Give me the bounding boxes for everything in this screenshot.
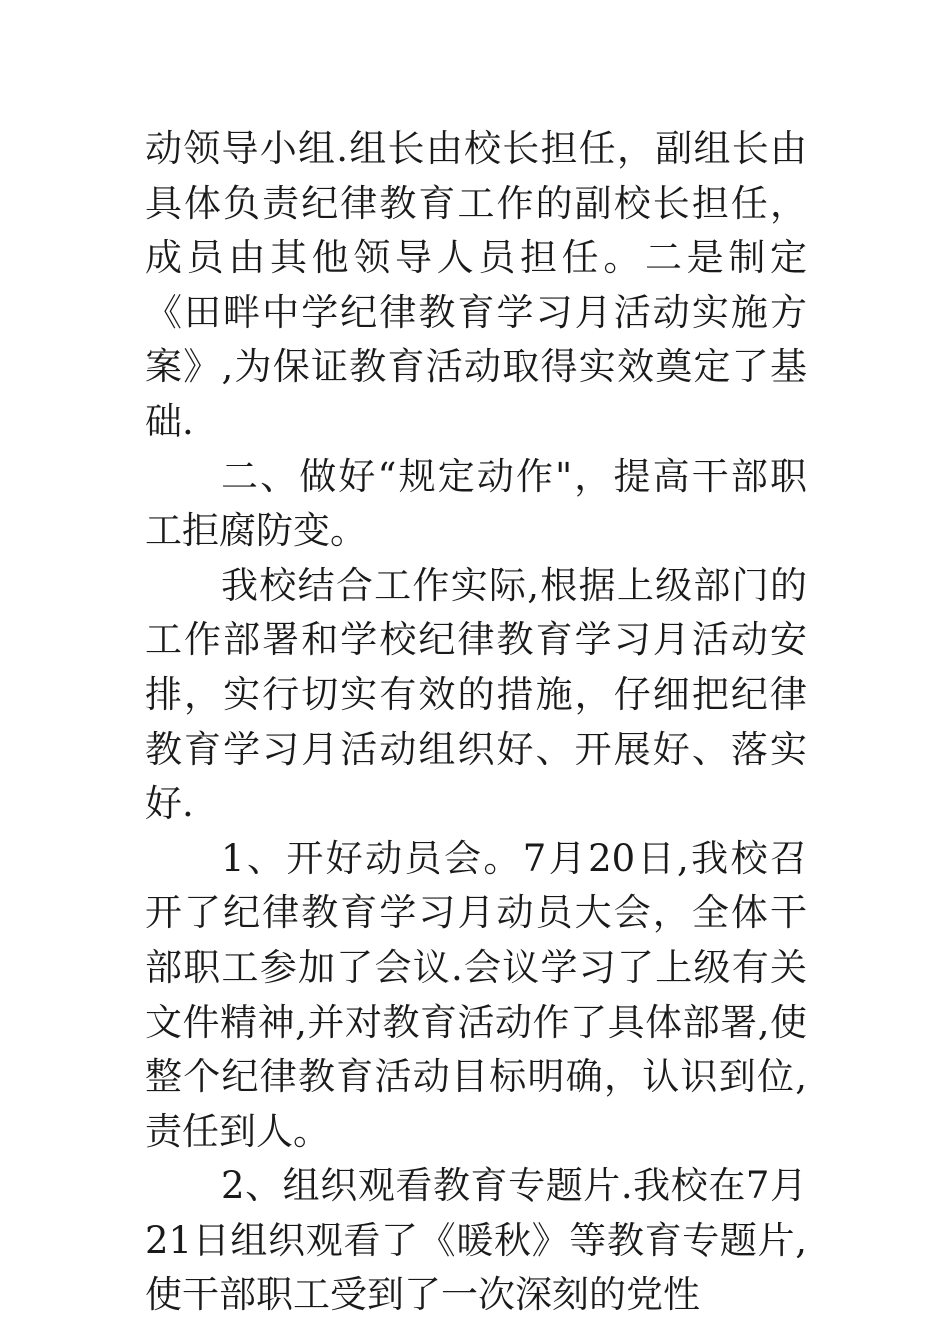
paragraph-leading-group: 动领导小组.组长由校长担任，副组长由具体负责纪律教育工作的副校长担任，成员由其他领导人员担任。二是制定《田畔中学纪律教育学习月活动实施方案》,为保证教育活动取得实效奠定了基础. [145,127,807,443]
paragraph-mobilization-meeting: 1、开好动员会。7月20日,我校召开了纪律教育学习月动员大会，全体干部职工参加了会议.会议学习了上级有关文件精神,并对教育活动作了具体部署,使整个纪律教育活动目标明确，认识到位,责任到人。 [145,836,807,1153]
paragraph-education-film: 2、组织观看教育专题片.我校在7月21日组织观看了《暖秋》等教育专题片,使干部职工受到了一次深刻的党性 [145,1164,807,1317]
paragraph-section-two-heading: 二、做好“规定动作"，提高干部职工拒腐防变。 [145,454,807,553]
document-body [145,122,807,1323]
paragraph-work-arrangement: 我校结合工作实际,根据上级部门的工作部署和学校纪律教育学习月活动安排，实行切实有效的措施，仔细把纪律教育学习月活动组织好、开展好、落实好. [145,563,807,826]
